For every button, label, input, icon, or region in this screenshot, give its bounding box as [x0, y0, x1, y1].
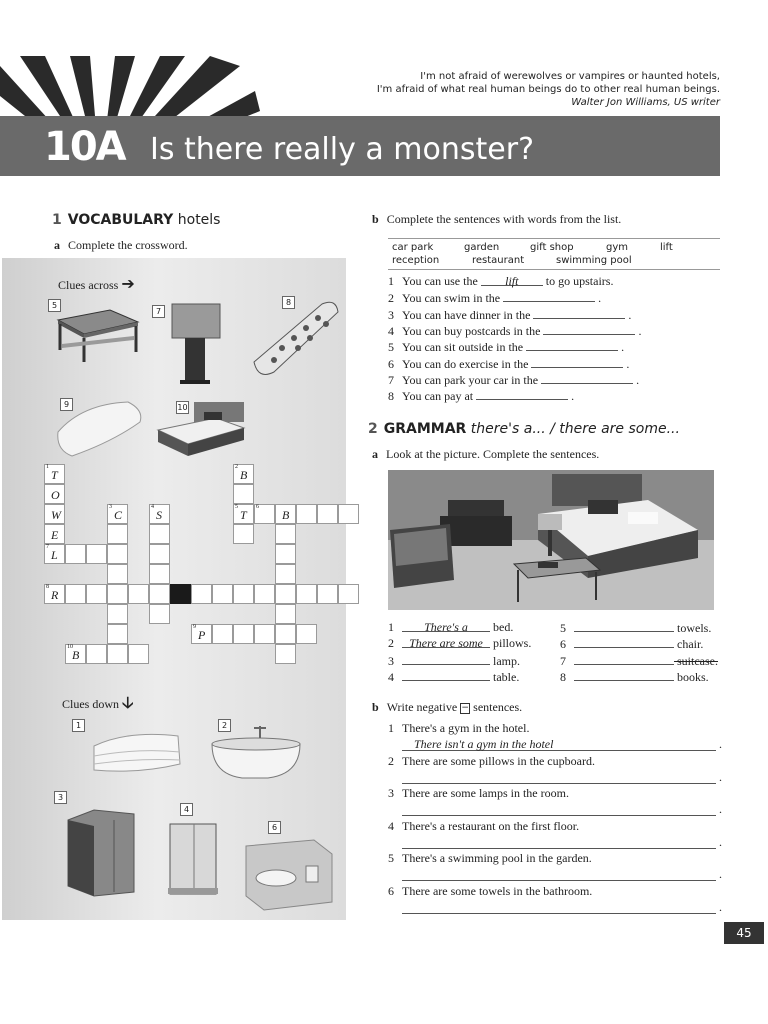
crossword-cell[interactable] [191, 584, 212, 604]
sentence-text: You can do exercise in the [402, 356, 532, 371]
vocab-sentence [388, 323, 641, 339]
section-number: 2 [368, 421, 378, 437]
clue-number-box: 9 [60, 398, 73, 411]
item-number: 7 [388, 372, 394, 387]
unit-title: Is there really a monster? [150, 132, 535, 167]
sentence-end: . [625, 307, 632, 322]
crossword-cell[interactable] [44, 524, 65, 544]
crossword-cell[interactable] [149, 524, 170, 544]
shower-picture [164, 818, 224, 898]
crossword-cell[interactable] [86, 544, 107, 564]
word-item: car park [392, 242, 434, 253]
crossword-clue-number: 9 [193, 624, 196, 630]
vocab-sentence [388, 388, 574, 404]
item-number: 7 [560, 653, 566, 668]
crossword-clue-number: 2 [235, 464, 238, 470]
exercise-letter: b [372, 700, 379, 714]
crossword-cell[interactable] [44, 484, 65, 504]
crossword-letter: T [51, 468, 58, 482]
quote-line-1: I'm not afraid of werewolves or vampires or haunted hotels, [420, 71, 720, 82]
quote-author: Walter Jon Williams, US writer [571, 97, 720, 108]
sentence-end-dot: . [719, 834, 722, 849]
sentence-text: There are some pillows in the cupboard. [402, 753, 595, 768]
clues-down-heading [62, 692, 134, 719]
vocab-sentence [388, 307, 631, 323]
answer-line[interactable]: There isn't a gym in the hotel . [402, 737, 716, 751]
crossword-cell[interactable] [44, 584, 65, 604]
sentence-text: You can sit outside in the [402, 340, 527, 355]
clue-number-box: 8 [282, 296, 295, 309]
vocab-b-instruction [372, 212, 621, 227]
answer-blank[interactable] [574, 636, 674, 648]
clue-number-box: 6 [268, 821, 281, 834]
crossword-cell[interactable] [317, 584, 338, 604]
grammar-a-item [560, 669, 709, 685]
section-title: VOCABULARY [67, 212, 174, 228]
crossword-cell[interactable] [338, 584, 359, 604]
sentence-text: You can buy postcards in the [402, 323, 544, 338]
crossword-cell[interactable] [233, 504, 254, 524]
answer-blank[interactable] [476, 388, 568, 400]
grammar-a-item [388, 669, 519, 685]
crossword-letter: T [240, 508, 247, 522]
arrow-down-icon: 🡣 [122, 693, 134, 712]
crossword-cell[interactable] [275, 564, 296, 584]
word-item: gym [606, 242, 629, 253]
crossword-cell[interactable] [107, 624, 128, 644]
crossword-letter: E [51, 528, 59, 542]
clue-number-box: 1 [72, 719, 85, 732]
crossword-cell[interactable] [149, 564, 170, 584]
crossword-cell[interactable] [275, 504, 296, 524]
item-word: bed. [490, 620, 514, 634]
crossword-cell[interactable] [149, 544, 170, 564]
item-number: 6 [560, 637, 566, 652]
crossword-cell[interactable] [149, 584, 170, 604]
grammar-heading [368, 421, 680, 437]
sentence-end: . [618, 340, 625, 355]
item-number: 2 [388, 291, 394, 306]
answer-line[interactable] [402, 867, 722, 882]
word-item: swimming pool [556, 255, 632, 266]
crossword-letter: B [240, 468, 248, 482]
crossword-cell[interactable] [275, 604, 296, 624]
item-word: pillows. [490, 636, 532, 651]
sentence-end: . [623, 356, 630, 371]
crossword-cell[interactable] [233, 524, 254, 544]
section-subtitle: hotels [177, 212, 221, 228]
crossword-cell[interactable] [128, 644, 149, 664]
answer-blank[interactable]: There's a [402, 620, 490, 632]
crossword-cell[interactable] [212, 584, 233, 604]
word-item: lift [660, 242, 673, 253]
crossword-letter: P [198, 628, 206, 642]
answer-blank[interactable]: There are some [402, 636, 490, 648]
arrow-right-icon: ➔ [121, 274, 135, 293]
crossword-cell[interactable] [275, 544, 296, 564]
vocab-a-instruction [54, 238, 188, 253]
answer-line[interactable] [402, 802, 722, 817]
vocab-sentence [388, 274, 613, 289]
crossword-clue-number: 8 [46, 584, 49, 590]
crossword-cell[interactable] [233, 624, 254, 644]
crossword-letter: B [282, 508, 290, 522]
crossword-cell[interactable] [149, 504, 170, 524]
remote-control-picture [248, 298, 342, 378]
sentence-end-dot: . [719, 769, 722, 784]
crossword-cell[interactable] [107, 644, 128, 664]
crossword-letter: S [156, 508, 162, 522]
grammar-a-item [388, 653, 520, 669]
grammar-b-sentence [388, 884, 592, 899]
crossword-cell[interactable] [107, 604, 128, 624]
grammar-b-sentence [388, 819, 579, 834]
crossword-cell[interactable] [107, 504, 128, 524]
crossword-cell[interactable] [107, 524, 128, 544]
crossword-cell[interactable] [275, 584, 296, 604]
answer-blank[interactable] [541, 372, 633, 384]
item-word: chair. [674, 637, 704, 652]
instruction-text: Write negative [386, 700, 458, 714]
exercise-letter: a [372, 447, 378, 461]
section-subtitle: there's a... / there are some... [470, 421, 680, 437]
sentence-text: You can use the [402, 274, 481, 288]
crossword-cell[interactable] [338, 504, 359, 524]
item-number: 8 [388, 389, 394, 404]
sentence-end-dot: . [719, 802, 722, 817]
answer-blank[interactable]: lift [481, 274, 543, 286]
grammar-a-instruction [372, 447, 599, 462]
crossword-cell[interactable] [86, 644, 107, 664]
item-number: 5 [388, 851, 394, 866]
section-title: GRAMMAR [383, 421, 467, 437]
sentence-end: . [595, 291, 602, 306]
clue-number-box: 4 [180, 803, 193, 816]
sentence-end-dot: . [719, 867, 722, 882]
crossword-cell[interactable] [65, 644, 86, 664]
crossword-cell[interactable] [107, 544, 128, 564]
item-number: 3 [388, 307, 394, 322]
sentence-text: There's a gym in the hotel. [402, 721, 530, 735]
clues-across-label: Clues across [58, 278, 119, 292]
crossword-cell[interactable] [275, 624, 296, 644]
crossword-cell[interactable] [233, 464, 254, 484]
towels-picture [88, 726, 184, 776]
crossword-cell[interactable] [44, 504, 65, 524]
instruction-text: Complete the sentences with words from the list. [386, 212, 622, 226]
section-number: 1 [52, 212, 62, 228]
instruction-text: Complete the crossword. [68, 238, 188, 252]
answer-blank[interactable] [531, 356, 623, 368]
answer-blank[interactable] [574, 620, 674, 632]
crossword-letter: R [51, 588, 59, 602]
item-number: 5 [388, 340, 394, 355]
grammar-a-item [560, 620, 711, 636]
grammar-a-item [388, 620, 513, 635]
crossword-cell[interactable] [317, 504, 338, 524]
item-number: 4 [388, 818, 394, 833]
item-word: books. [674, 669, 709, 684]
crossword-black-cell [170, 584, 191, 604]
coffee-table-picture [54, 306, 140, 364]
crossword-cell[interactable] [254, 584, 275, 604]
word-item: gift shop [530, 242, 574, 253]
vocab-sentence [388, 356, 629, 372]
answer-line[interactable] [402, 900, 722, 914]
crossword-cell[interactable] [44, 464, 65, 484]
answer-blank[interactable] [574, 669, 674, 681]
sentence-end: . [568, 389, 575, 404]
item-number: 4 [388, 323, 394, 338]
crossword-letter: L [51, 548, 58, 562]
clue-number-box: 10 [177, 403, 188, 412]
grammar-a-item [560, 653, 718, 669]
crossword-cell[interactable] [107, 564, 128, 584]
sentence-end: . [635, 323, 642, 338]
item-word: table. [490, 669, 520, 684]
clue-number-box: 3 [54, 791, 67, 804]
crossword-cell[interactable] [65, 544, 86, 564]
crossword-cell[interactable] [275, 644, 296, 664]
item-number: 6 [388, 884, 394, 898]
item-number: 5 [560, 621, 566, 635]
item-word: towels. [674, 621, 712, 635]
sentence-end-dot: . [719, 737, 722, 751]
crossword-cell[interactable] [296, 584, 317, 604]
vocab-sentence [388, 339, 624, 355]
clue-number-box: 7 [152, 305, 165, 318]
vocab-sentence [388, 290, 601, 306]
crossword-cell[interactable] [296, 504, 317, 524]
grammar-b-sentence [388, 786, 569, 801]
page-number: 45 [724, 922, 764, 944]
crossword-cell[interactable] [233, 584, 254, 604]
answer-blank[interactable] [526, 339, 618, 351]
crossword-cell[interactable] [212, 624, 233, 644]
sentence-text: You can swim in the [402, 291, 504, 306]
crossword-cell[interactable] [86, 584, 107, 604]
word-item: reception [392, 255, 440, 266]
item-number: 6 [388, 356, 394, 371]
hotel-room-photo [388, 470, 714, 610]
crossword-clue-number: 3 [109, 504, 112, 510]
crossword-cell[interactable] [296, 624, 317, 644]
sentence-text: There are some lamps in the room. [402, 786, 569, 801]
word-item: restaurant [472, 255, 525, 266]
crossword-cell[interactable] [107, 584, 128, 604]
crossword-cell[interactable] [191, 624, 212, 644]
item-number: 1 [388, 620, 394, 634]
minus-icon: − [461, 702, 469, 713]
bed-picture [154, 400, 246, 460]
grammar-b-sentence [388, 851, 592, 866]
word-item: garden [464, 242, 500, 253]
crossword-cell[interactable] [254, 504, 275, 524]
crossword-clue-number: 5 [235, 504, 238, 510]
crossword-clue-number: 7 [46, 544, 49, 550]
unit-title-band [0, 116, 720, 176]
crossword-cell[interactable] [233, 484, 254, 504]
item-number: 2 [388, 753, 394, 768]
sentence-text: You can park your car in the [402, 372, 542, 387]
grammar-b-sentence [388, 754, 595, 769]
sentence-end-dot: . [719, 900, 722, 914]
quote [377, 70, 720, 109]
crossword-cell[interactable] [254, 624, 275, 644]
bath-picture [208, 724, 304, 782]
item-number: 1 [388, 274, 394, 288]
clues-across-heading [58, 274, 135, 293]
crossword-cell[interactable] [275, 524, 296, 544]
sentence-text: There's a swimming pool in the garden. [402, 851, 592, 866]
item-word: suitcase. [674, 653, 718, 668]
item-number: 1 [388, 721, 394, 735]
grammar-a-item [560, 636, 703, 652]
instruction-text: sentences. [473, 700, 523, 714]
lamp-picture [168, 300, 224, 386]
word-list [388, 238, 720, 270]
vocab-sentence [388, 372, 639, 388]
pillow-picture [52, 398, 146, 460]
item-number: 4 [388, 669, 394, 684]
clue-number-box: 2 [218, 719, 231, 732]
answer-line[interactable] [402, 769, 722, 784]
item-number: 2 [388, 636, 394, 651]
crossword-clue-number: 10 [67, 644, 73, 650]
answer-blank[interactable] [543, 323, 635, 335]
sentence-text: There are some towels in the bathroom. [402, 884, 593, 898]
instruction-text: Look at the picture. Complete the sentences. [386, 447, 600, 461]
answer-blank[interactable] [402, 653, 490, 665]
item-number: 3 [388, 786, 394, 801]
answer-blank[interactable] [402, 669, 490, 681]
bathroom-picture [244, 836, 336, 912]
wardrobe-picture [64, 806, 138, 898]
exercise-letter: b [372, 212, 379, 226]
grammar-b-instruction [372, 700, 522, 715]
grammar-b-sentence [388, 721, 529, 736]
sentence-end: to go upstairs. [542, 274, 614, 288]
crossword-clue-number: 1 [46, 464, 49, 470]
crossword-cell[interactable] [128, 584, 149, 604]
unit-code: 10A [44, 124, 125, 170]
item-number: 8 [560, 669, 566, 684]
exercise-letter: a [54, 238, 60, 252]
crossword-letter: C [114, 508, 123, 522]
crossword-cell[interactable] [44, 544, 65, 564]
item-number: 3 [388, 653, 394, 668]
answer-line[interactable] [402, 834, 722, 849]
crossword-letter: O [51, 488, 60, 502]
item-word: lamp. [490, 653, 520, 668]
clues-down-label: Clues down [62, 697, 119, 711]
sentence-end: . [633, 372, 640, 387]
crossword-clue-number: 6 [256, 504, 259, 510]
answer-blank[interactable] [533, 307, 625, 319]
sentence-text: You can have dinner in the [402, 307, 534, 322]
crossword-letter: B [72, 648, 80, 662]
answer-blank[interactable] [574, 653, 674, 665]
quote-line-2: I'm afraid of what real human beings do to other real human beings. [376, 84, 720, 95]
crossword-clue-number: 4 [151, 504, 154, 510]
grammar-a-item [388, 636, 531, 651]
sentence-text: There's a restaurant on the first floor. [402, 818, 580, 833]
sentence-text: You can pay at [402, 389, 477, 404]
answer-blank[interactable] [503, 290, 595, 302]
crossword-cell[interactable] [65, 584, 86, 604]
clue-number-box: 5 [48, 299, 61, 312]
vocabulary-heading [52, 212, 220, 228]
crossword-cell[interactable] [149, 604, 170, 624]
crossword-letter: W [51, 508, 61, 522]
